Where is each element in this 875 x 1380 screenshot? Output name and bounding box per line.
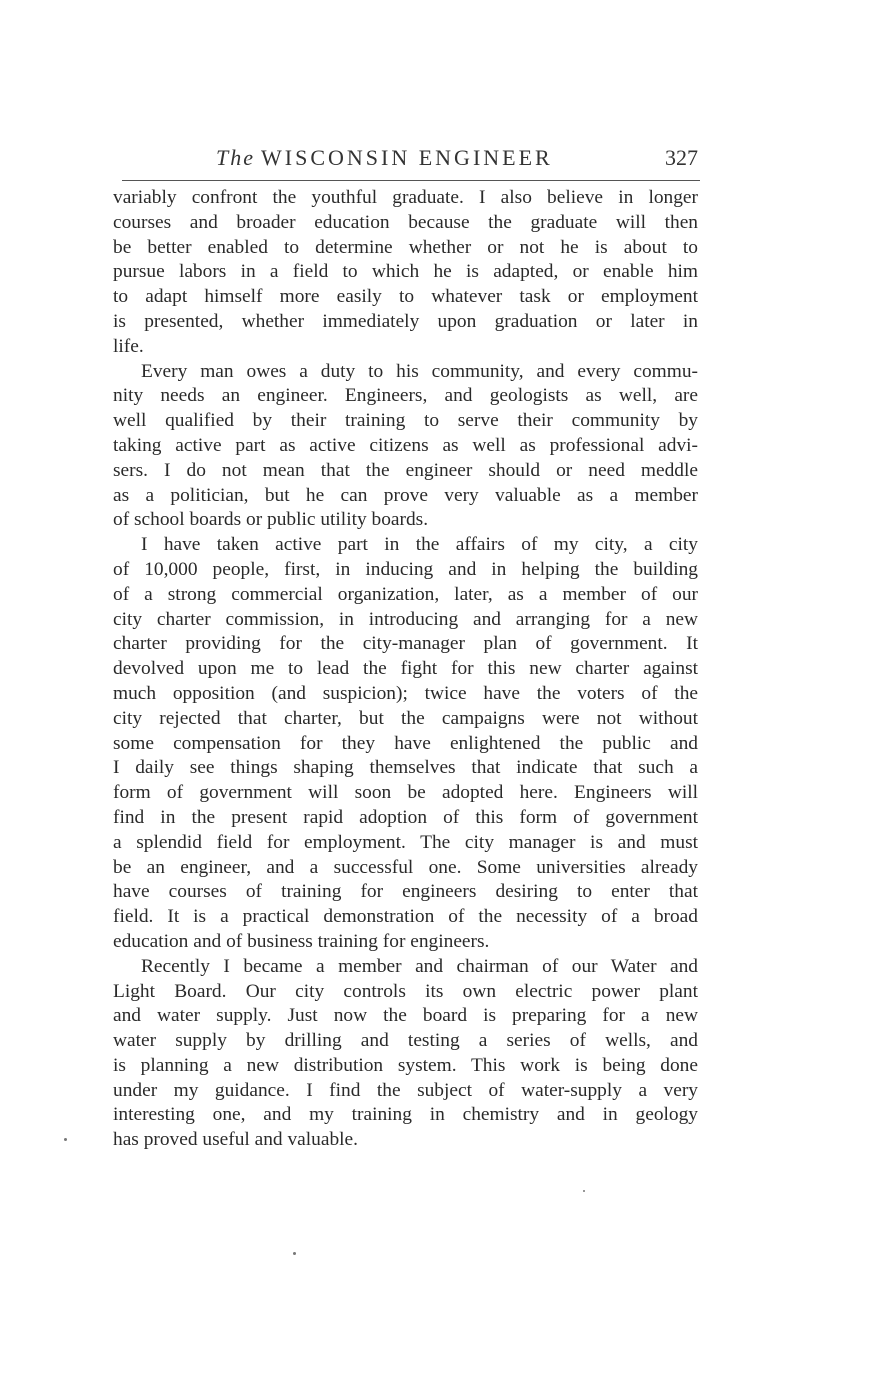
text-line: be better enabled to determine whether or not he is about to (113, 236, 698, 258)
text-line: education and of business training for engineers. (113, 930, 490, 952)
text-line: courses and broader education because the graduate will then (113, 211, 698, 233)
text-line: interesting one, and my training in chemistry and in geology (113, 1104, 698, 1126)
running-head (122, 145, 700, 175)
text-line: pursue labors in a field to which he is adapted, or enable him (113, 261, 698, 283)
text-line: devolved upon me to lead the fight for this new charter against (113, 658, 698, 680)
paragraph-4 (113, 955, 698, 1153)
text-line: charter providing for the city-manager plan of government. It (113, 633, 698, 655)
text-line: city rejected that charter, but the campaigns were not without (113, 707, 698, 729)
journal-title-the: The (216, 145, 255, 170)
text-line: Every man owes a duty to his community, and every commu- (141, 360, 698, 382)
article-body (113, 186, 698, 1153)
text-line: under my guidance. I find the subject of water-supply a very (113, 1079, 698, 1101)
text-line: life. (113, 335, 144, 357)
paragraph-1 (113, 186, 698, 360)
text-line: water supply by drilling and testing a series of wells, and (113, 1030, 698, 1052)
text-line: sers. I do not mean that the engineer should or need meddle (113, 459, 698, 481)
text-line: taking active part as active citizens as well as professional advi- (113, 434, 698, 456)
text-line: much opposition (and suspicion); twice have the voters of the (113, 682, 698, 704)
text-line: form of government will soon be adopted here. Engineers will (113, 782, 698, 804)
text-line: Recently I became a member and chairman of our Water and (141, 955, 698, 977)
text-line: I daily see things shaping themselves that indicate that such a (113, 757, 698, 779)
text-line: as a politician, but he can prove very valuable as a member (113, 484, 698, 506)
text-line: a splendid field for employment. The city manager is and must (113, 831, 698, 853)
text-line: find in the present rapid adoption of this form of government (113, 806, 698, 828)
scan-speck (583, 1190, 585, 1192)
text-line: of a strong commercial organization, later, as a member of our (113, 583, 698, 605)
text-line: city charter commission, in introducing and arranging for a new (113, 608, 698, 630)
journal-title-name: WISCONSIN ENGINEER (261, 145, 553, 170)
text-line: Light Board. Our city controls its own electric power plant (113, 980, 698, 1002)
text-line: I have taken active part in the affairs of my city, a city (141, 534, 698, 556)
text-line: has proved useful and valuable. (113, 1129, 358, 1151)
text-line: is planning a new distribution system. This work is being done (113, 1054, 698, 1076)
text-line: to adapt himself more easily to whatever task or employment (113, 286, 698, 308)
text-line: of 10,000 people, first, in inducing and in helping the building (113, 558, 698, 580)
text-line: well qualified by their training to serve their community by (113, 410, 698, 432)
journal-title (216, 145, 553, 171)
text-line: nity needs an engineer. Engineers, and geologists as well, are (113, 385, 698, 407)
page-number: 327 (665, 145, 698, 170)
scan-speck (64, 1138, 67, 1141)
text-line: be an engineer, and a successful one. Some universities already (113, 856, 698, 878)
header-rule (122, 180, 700, 181)
paragraph-3 (113, 533, 698, 955)
text-line: of school boards or public utility boards. (113, 509, 429, 531)
text-line: field. It is a practical demonstration of the necessity of a broad (113, 906, 698, 928)
text-line: some compensation for they have enlightened the public and (113, 732, 698, 754)
text-line: have courses of training for engineers desiring to enter that (113, 881, 698, 903)
paragraph-2 (113, 360, 698, 534)
text-line: variably confront the youthful graduate. I also believe in longer (113, 187, 698, 208)
text-line: and water supply. Just now the board is preparing for a new (113, 1005, 698, 1027)
text-line: is presented, whether immediately upon graduation or later in (113, 310, 698, 332)
scan-speck (293, 1252, 296, 1255)
